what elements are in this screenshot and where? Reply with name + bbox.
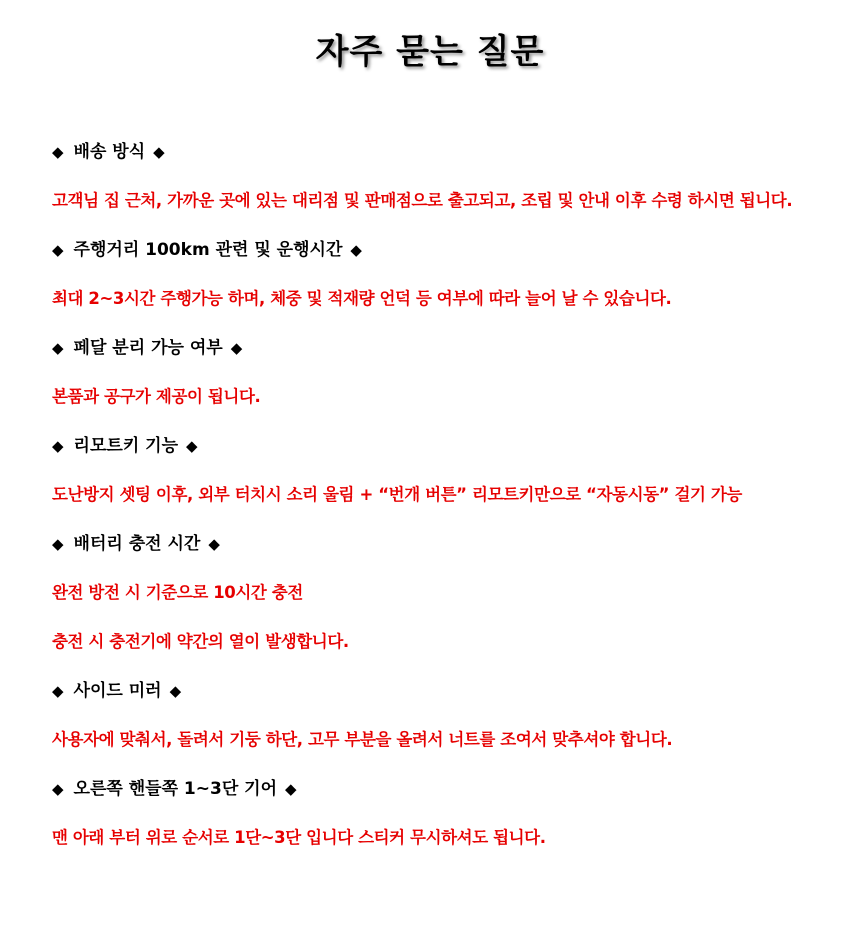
faq-question-text: 배송 방식 (73, 142, 146, 162)
faq-question (52, 235, 852, 284)
diamond-icon: ◆ (285, 780, 297, 798)
diamond-icon: ◆ (52, 535, 64, 553)
diamond-icon: ◆ (52, 780, 64, 798)
faq-answer: 충전 시 충전기에 약간의 열이 발생합니다. (52, 632, 349, 651)
faq-answer: 고객님 집 근처, 가까운 곳에 있는 대리점 및 판매점으로 출고되고, 조립 및 안내 이후 수령 하시면 됩니다. (52, 191, 793, 210)
diamond-icon: ◆ (52, 339, 64, 357)
diamond-icon: ◆ (52, 143, 64, 161)
faq-question-text: 주행거리 100km 관련 및 운행시간 (73, 240, 343, 260)
faq-question (52, 529, 852, 578)
faq-answer: 사용자에 맞춰서, 돌려서 기둥 하단, 고무 부분을 올려서 너트를 조여서 맞추셔야 합니다. (52, 730, 673, 749)
faq-question-text: 배터리 충전 시간 (73, 534, 201, 554)
faq-question (52, 333, 852, 382)
faq-question (52, 137, 852, 186)
faq-question (52, 676, 852, 725)
faq-question (52, 774, 852, 823)
faq-question (52, 431, 852, 480)
faq-question-text: 리모트키 기능 (73, 436, 178, 456)
faq-answer: 완전 방전 시 기준으로 10시간 충전 (52, 583, 303, 602)
diamond-icon: ◆ (52, 241, 64, 259)
faq-question-text: 사이드 미러 (73, 681, 162, 701)
diamond-icon: ◆ (208, 535, 220, 553)
faq-question-text: 페달 분리 가능 여부 (73, 338, 223, 358)
faq-answer: 맨 아래 부터 위로 순서로 1단~3단 입니다 스티커 무시하셔도 됩니다. (52, 828, 546, 847)
faq-answer: 도난방지 셋팅 이후, 외부 터치시 소리 울림 + “번개 버튼” 리모트키만으로 “자동시동” 걸기 가능 (52, 485, 742, 504)
diamond-icon: ◆ (153, 143, 165, 161)
diamond-icon: ◆ (230, 339, 243, 357)
faq-question-text: 오른쪽 핸들쪽 1~3단 기어 (73, 779, 278, 799)
faq-list (52, 137, 852, 872)
diamond-icon: ◆ (169, 682, 182, 700)
faq-answer: 본품과 공구가 제공이 됩니다. (52, 387, 261, 406)
diamond-icon: ◆ (186, 437, 198, 455)
faq-answer: 최대 2~3시간 주행가능 하며, 체중 및 적재량 언덕 등 여부에 따라 늘어 날 수 있습니다. (52, 289, 672, 308)
diamond-icon: ◆ (350, 241, 362, 259)
page-title: 자주 묻는 질문 (315, 32, 545, 72)
diamond-icon: ◆ (52, 437, 64, 455)
diamond-icon: ◆ (52, 682, 64, 700)
